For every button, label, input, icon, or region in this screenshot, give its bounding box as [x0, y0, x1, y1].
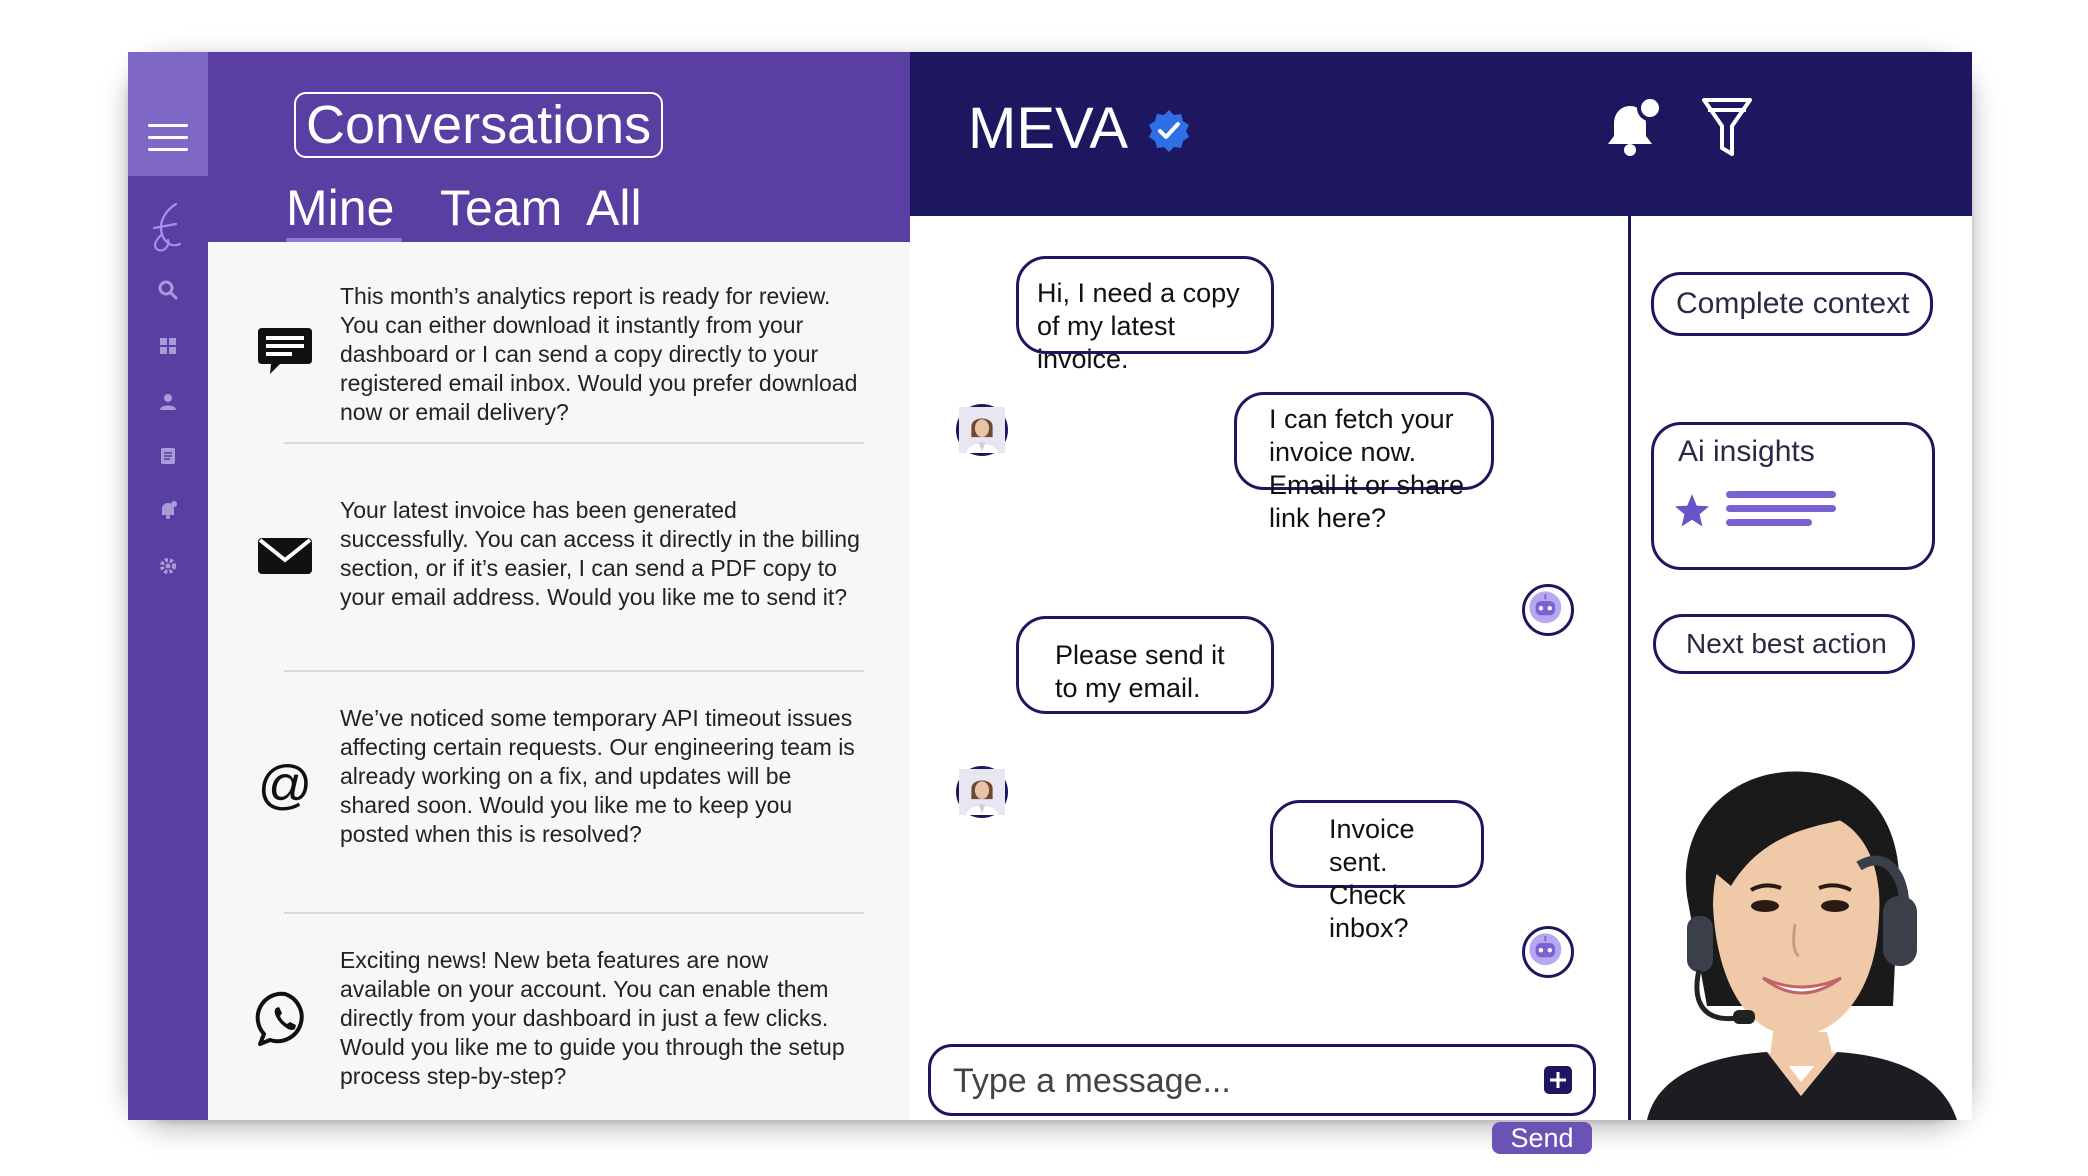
conversation-item[interactable]: [208, 704, 910, 874]
bell-icon[interactable]: [1600, 94, 1666, 160]
menu-area: [128, 52, 208, 176]
conversation-item[interactable]: [208, 282, 910, 425]
user-avatar: [956, 404, 1008, 456]
conversation-item[interactable]: [208, 946, 910, 1096]
at-sign-icon: [256, 755, 314, 816]
sidebar-rail: [128, 52, 208, 1120]
chat-thread: [910, 216, 1628, 1153]
notification-icon[interactable]: [156, 498, 180, 522]
brand-logo-icon: [146, 200, 190, 256]
filter-icon[interactable]: [1700, 94, 1754, 160]
verified-badge-icon: [1146, 108, 1192, 154]
conversation-preview: We’ve noticed some temporary API timeout issues affecting certain requests. Our engineering team is already working on a fix, and updates will be shared soon. Would you like me to keep you posted when this is resolved?: [340, 705, 855, 847]
app-window: [128, 52, 1972, 1153]
complete-context-button[interactable]: Complete context: [1651, 272, 1933, 336]
divider: [284, 442, 864, 444]
tab-mine[interactable]: Mine: [286, 180, 395, 236]
svg-text:@: @: [257, 755, 313, 815]
divider: [284, 670, 864, 672]
bot-message: Invoice sent. Check inbox?: [1270, 800, 1484, 888]
chat-header: [910, 52, 1972, 216]
whatsapp-icon: [256, 990, 314, 1048]
conversation-preview: Your latest invoice has been generated successfully. You can access it directly in the billing section, or if it’s easier, I can send a PDF copy to your email address. Would you like me to send it?: [340, 497, 860, 610]
contact-name: MEVA: [968, 96, 1129, 161]
ai-insights-label: Ai insights: [1678, 435, 1815, 468]
plus-square-icon[interactable]: [1543, 1065, 1573, 1095]
conversation-preview: Exciting news! New beta features are now available on your account. You can enable them directly from your dashboard in just a few clicks. Would you like me to guide you through the setup process step-by-step?: [340, 947, 845, 1089]
user-message: Please send it to my email.: [1016, 616, 1274, 714]
tab-team[interactable]: Team: [440, 180, 563, 236]
bot-message: I can fetch your invoice now. Email it or share link here?: [1234, 392, 1494, 490]
bot-avatar-icon: [1522, 926, 1574, 978]
context-panel: [1631, 216, 1972, 1120]
conversations-title: Conversations: [294, 92, 663, 158]
next-best-action-button[interactable]: Next best action: [1653, 614, 1915, 674]
message-input[interactable]: [953, 1055, 1513, 1107]
star-icon: [1672, 491, 1712, 531]
conversation-item[interactable]: [208, 496, 910, 636]
document-icon[interactable]: [156, 444, 180, 468]
search-icon[interactable]: [156, 278, 180, 302]
envelope-icon: [256, 526, 314, 584]
user-icon[interactable]: [156, 390, 180, 414]
insight-line: [1726, 491, 1836, 498]
agent-photo: [1647, 756, 1957, 1120]
dashboard-icon[interactable]: [156, 334, 180, 358]
gear-icon[interactable]: [156, 554, 180, 578]
send-button[interactable]: Send: [1492, 1122, 1592, 1154]
chat-bubble-icon: [256, 322, 314, 380]
bot-avatar-icon: [1522, 584, 1574, 636]
conversation-preview: This month’s analytics report is ready for review. You can either download it instantly from your dashboard or I can send a copy directly to your registered email inbox. Would you prefer download now or email delivery?: [340, 283, 858, 425]
insight-line: [1726, 505, 1836, 512]
insight-line: [1726, 519, 1812, 526]
tab-all[interactable]: All: [586, 180, 642, 236]
user-message: Hi, I need a copy of my latest invoice.: [1016, 256, 1274, 354]
user-avatar: [956, 766, 1008, 818]
divider: [284, 912, 864, 914]
conversations-header: [208, 52, 910, 242]
message-input-box[interactable]: [928, 1044, 1596, 1116]
conversation-list: [208, 242, 910, 1120]
hamburger-icon[interactable]: [148, 122, 188, 154]
ai-insights-card[interactable]: [1651, 422, 1935, 570]
